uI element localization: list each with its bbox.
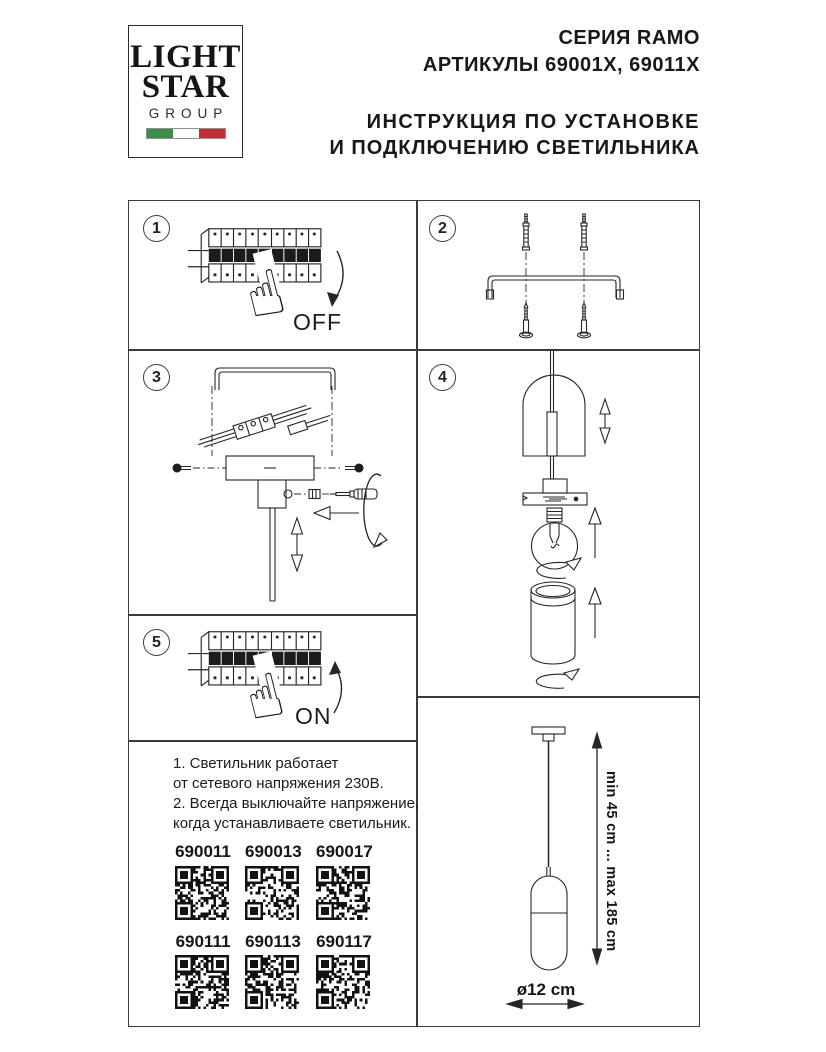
pointing-hand-icon: ☝ bbox=[238, 659, 291, 737]
diameter-dimension-arrow bbox=[507, 1000, 583, 1009]
logo-star-text: STAR bbox=[141, 69, 230, 105]
on-label: ON bbox=[295, 703, 332, 729]
note-line: когда устанавливаете светильник. bbox=[173, 815, 411, 832]
dimensions-panel bbox=[417, 697, 700, 1027]
article-number: 690117 bbox=[316, 932, 372, 951]
flag-green-stripe bbox=[147, 129, 173, 138]
strain-relief-drawing bbox=[547, 412, 557, 456]
note-line: 1. Светильник работает bbox=[173, 755, 339, 772]
step2-number: 2 bbox=[438, 219, 447, 237]
step2-number-badge bbox=[429, 215, 456, 242]
qr-code bbox=[175, 866, 229, 920]
mounting-bracket-drawing bbox=[487, 276, 624, 299]
grub-screw-drawing bbox=[309, 490, 320, 499]
ceiling-plate-drawing bbox=[532, 727, 565, 734]
step3-number: 3 bbox=[152, 368, 161, 386]
mounting-bracket-drawing bbox=[215, 368, 335, 390]
step4-panel bbox=[417, 350, 700, 696]
screwdriver-icon bbox=[330, 489, 377, 499]
note-line: 2. Всегда выключайте напряжение, bbox=[173, 795, 420, 812]
pointing-hand-icon: ☝ bbox=[237, 254, 293, 335]
cord-stem-drawing bbox=[270, 508, 275, 601]
step3-illustration bbox=[129, 350, 416, 614]
arrow-up-down-icon bbox=[292, 518, 303, 571]
cylinder-shade-drawing bbox=[531, 582, 575, 664]
flag-red-stripe bbox=[199, 129, 225, 138]
capsule-shade-drawing bbox=[531, 876, 567, 970]
arrow-curved-down-icon bbox=[327, 251, 343, 307]
notes-panel bbox=[129, 741, 420, 1027]
diameter-label: ø12 cm bbox=[516, 980, 576, 999]
step3-panel bbox=[129, 350, 416, 614]
article-number: 690013 bbox=[245, 842, 302, 861]
wall-anchor-drawing bbox=[581, 214, 588, 250]
pendant-dimensions-illustration bbox=[417, 697, 700, 1027]
step5-number: 5 bbox=[152, 633, 161, 651]
article-number: 690113 bbox=[245, 932, 301, 951]
header bbox=[280, 0, 700, 170]
qr-code bbox=[245, 866, 299, 920]
arrow-up-icon bbox=[589, 508, 601, 558]
off-label: OFF bbox=[293, 309, 342, 335]
socket-block-drawing bbox=[543, 479, 567, 493]
article-number: 690011 bbox=[175, 842, 231, 861]
height-dimension-arrow bbox=[593, 733, 602, 964]
side-screw-right bbox=[314, 464, 363, 472]
step2-panel bbox=[417, 201, 700, 349]
qr-code bbox=[245, 955, 299, 1009]
center-line bbox=[526, 252, 584, 304]
flag-white-stripe bbox=[173, 129, 199, 138]
step1-panel bbox=[129, 201, 416, 349]
rotation-arrow-icon bbox=[364, 474, 387, 547]
step5-number-badge bbox=[143, 629, 170, 656]
instruction-grid bbox=[128, 200, 700, 1027]
cord-grip-drawing bbox=[258, 480, 286, 508]
light-bulb-drawing bbox=[532, 508, 578, 569]
side-screw-left bbox=[173, 464, 226, 472]
terminal-block-drawing bbox=[196, 396, 332, 462]
rotation-arrow-icon bbox=[536, 669, 579, 688]
arrow-up-down-icon bbox=[600, 399, 610, 443]
qr-code bbox=[175, 955, 229, 1009]
step2-illustration bbox=[417, 201, 700, 349]
arrow-up-icon bbox=[589, 588, 601, 638]
article-number: 690017 bbox=[316, 842, 373, 861]
step4-number: 4 bbox=[438, 368, 447, 386]
screw-drawing bbox=[578, 303, 591, 338]
step4-number-badge bbox=[429, 364, 456, 391]
note-line: от сетевого напряжения 230В. bbox=[173, 775, 384, 792]
step3-number-badge bbox=[143, 364, 170, 391]
instruction-title-line2: И ПОДКЛЮЧЕНИЮ СВЕТИЛЬНИКА bbox=[329, 137, 700, 159]
step5-illustration bbox=[129, 615, 416, 740]
articles-line: АРТИКУЛЫ 69001X, 69011X bbox=[422, 54, 700, 76]
lightstar-logo bbox=[128, 25, 243, 158]
logo-light-text: LIGHT bbox=[130, 39, 241, 75]
wall-anchor-drawing bbox=[523, 214, 530, 250]
step5-panel bbox=[129, 615, 416, 740]
step1-number: 1 bbox=[152, 219, 161, 237]
screw-drawing bbox=[520, 303, 533, 338]
logo-group-text: GROUP bbox=[148, 106, 229, 121]
article-number: 690111 bbox=[175, 932, 231, 951]
mounting-plate-drawing bbox=[523, 493, 587, 505]
height-range-label: min 45 cm ... max 185 cm bbox=[603, 771, 619, 952]
instruction-title-line1: ИНСТРУКЦИЯ ПО УСТАНОВКЕ bbox=[366, 111, 700, 133]
cord-drawing bbox=[551, 350, 554, 412]
qr-code bbox=[316, 955, 370, 1009]
step1-illustration bbox=[129, 201, 416, 349]
arrow-left-icon bbox=[314, 507, 359, 520]
series-title: СЕРИЯ RAMO bbox=[558, 27, 700, 49]
qr-code bbox=[316, 866, 370, 920]
step1-number-badge bbox=[143, 215, 170, 242]
step4-illustration bbox=[417, 350, 700, 696]
italian-flag-icon bbox=[146, 128, 226, 139]
